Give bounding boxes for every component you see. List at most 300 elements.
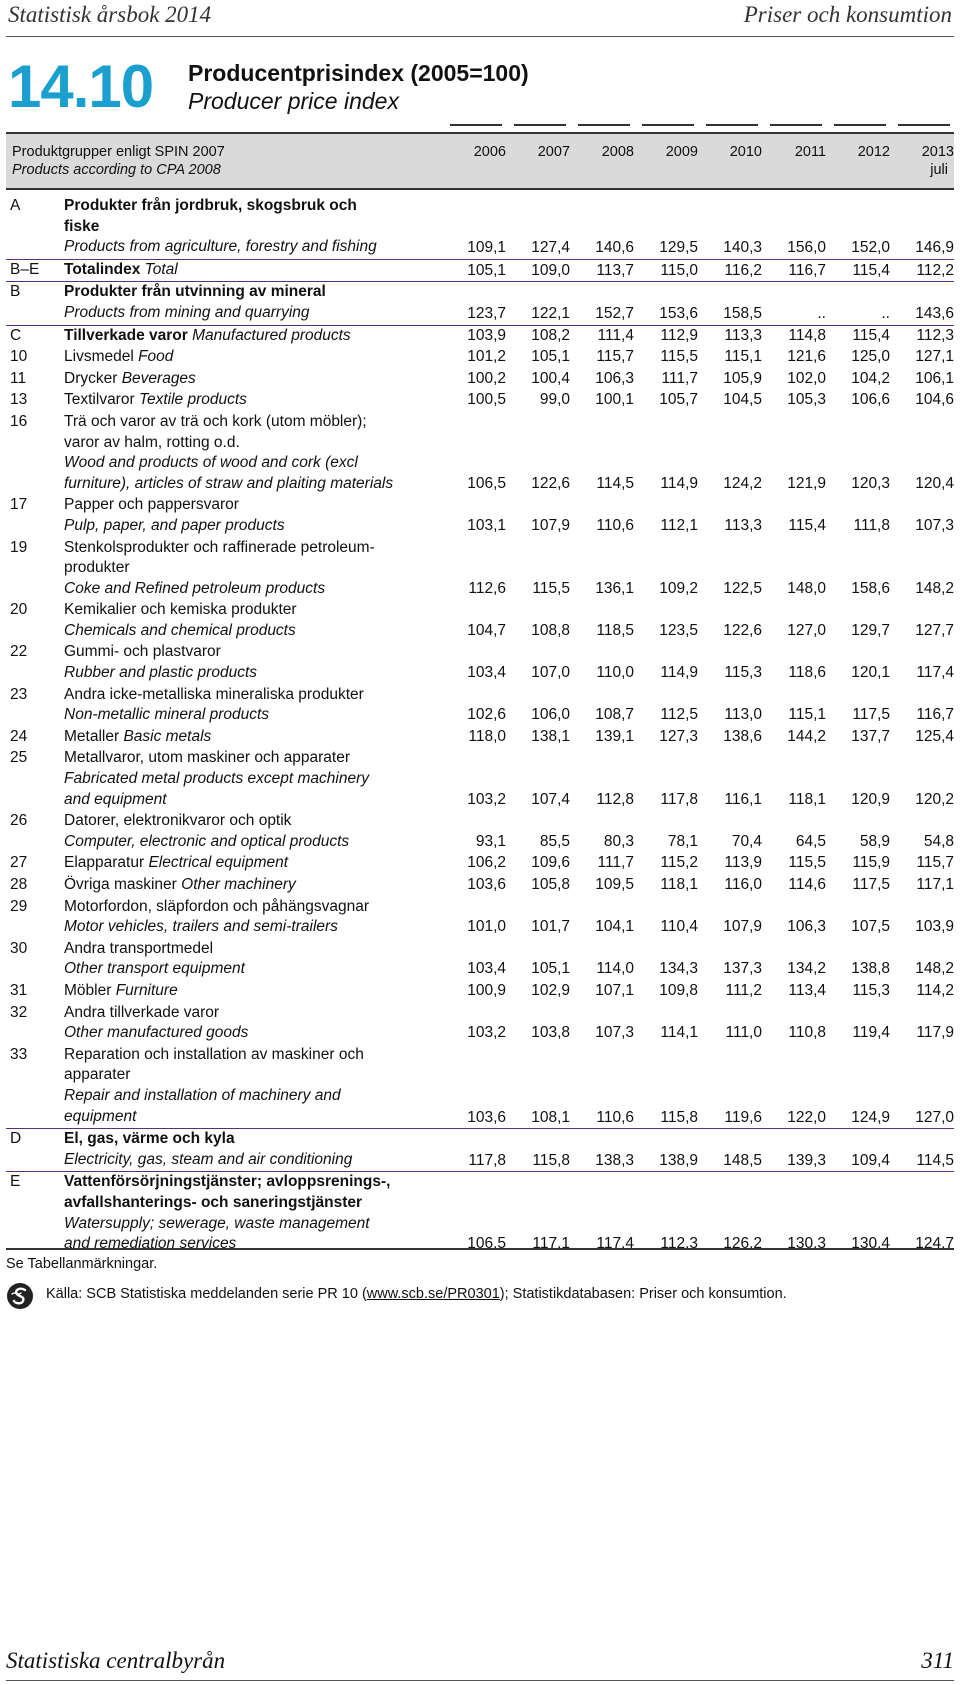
value-cell: 137,3 [723, 960, 762, 978]
value-cell: .. [817, 304, 826, 322]
value-cell: 124,7 [915, 1235, 954, 1253]
table-row [6, 811, 954, 853]
table-row [6, 727, 954, 749]
row-label-line [64, 196, 464, 217]
value-cell: 117,4 [596, 1235, 634, 1253]
row-values [6, 238, 954, 259]
value-cell: 139,3 [787, 1151, 826, 1169]
row-label-line [64, 1172, 464, 1193]
table-row [6, 347, 954, 369]
value-cell: 156,0 [787, 239, 826, 257]
value-cell: 112,3 [660, 1235, 698, 1253]
value-cell: 101,2 [467, 348, 506, 366]
value-cell: 111,7 [597, 854, 634, 872]
value-cell: 137,7 [851, 727, 890, 745]
label-text-en: Chemicals and chemical products [64, 621, 296, 639]
value-cell: 106,2 [467, 854, 506, 872]
row-label-line [64, 1045, 464, 1066]
label-text-en: Other transport equipment [64, 960, 245, 978]
table-row [6, 538, 954, 601]
year-header: 2013 [921, 144, 954, 160]
value-cell: 115,8 [532, 1151, 570, 1169]
label-text-sv: Andra transportmedel [64, 939, 214, 957]
value-cell: 138,6 [723, 727, 762, 745]
label-text-sv: produkter [64, 559, 130, 577]
label-text-sv: Produkter från utvinning av mineral [64, 283, 326, 301]
row-label-line [64, 217, 464, 238]
table-title-en: Producer price index [188, 88, 399, 114]
table-row [6, 875, 954, 897]
label-text-sv: Trä och varor av trä och kork (utom möbler); [64, 412, 367, 430]
value-cell: 105,9 [723, 369, 762, 387]
row-code: 13 [10, 391, 28, 409]
row-code: 24 [10, 727, 28, 745]
value-cell: 110,8 [788, 1024, 826, 1042]
last-year-note: juli [930, 162, 948, 178]
book-title: Statistisk årsbok 2014 [8, 2, 212, 27]
row-code: C [10, 326, 22, 344]
value-cell: 103,2 [467, 790, 506, 808]
row-label-line [64, 897, 464, 918]
value-cell: 85,5 [539, 832, 570, 850]
row-values [6, 853, 954, 874]
value-cell: 110,6 [596, 1108, 634, 1126]
value-cell: 111,2 [725, 981, 762, 999]
value-cell: 80,3 [603, 832, 634, 850]
table-row [6, 1172, 954, 1255]
row-code: 17 [10, 496, 28, 514]
row-values [6, 474, 954, 495]
label-text-sv: Kemikalier och kemiska produkter [64, 601, 297, 619]
value-cell: 117,8 [468, 1151, 506, 1169]
table-body [6, 196, 954, 1256]
value-cell: 117,1 [532, 1235, 570, 1253]
value-cell: 106,6 [851, 391, 890, 409]
label-text-sv: avfallshanterings- och saneringstjänster [64, 1193, 363, 1211]
value-cell: 114,5 [916, 1151, 954, 1169]
value-cell: 108,8 [531, 621, 570, 639]
value-cell: 116,0 [724, 876, 762, 893]
scb-logo-icon [6, 1282, 34, 1310]
label-text-sv: Produkter från jordbruk, skogsbruk och [64, 197, 357, 214]
value-cell: 120,4 [915, 474, 954, 492]
label-text-sv: Datorer, elektronikvaror och optik [64, 812, 292, 830]
value-cell: 121,6 [787, 348, 826, 366]
label-text-sv: Papper och pappersvaror [64, 496, 239, 514]
value-cell: 106,5 [467, 1235, 506, 1253]
value-cell: 103,4 [467, 960, 506, 978]
value-cell: 100,9 [467, 981, 506, 999]
value-cell: 124,9 [851, 1108, 890, 1126]
value-cell: 123,7 [467, 304, 506, 322]
label-text-sv: Gummi- och plastvaror [64, 643, 221, 661]
value-cell: 93,1 [475, 832, 506, 850]
value-cell: 107,1 [595, 981, 634, 999]
label-text-en: Basic metals [123, 727, 212, 745]
value-cell: 152,0 [851, 239, 890, 257]
label-text-sv: Textilvaror [64, 391, 139, 409]
row-code: D [10, 1130, 22, 1148]
value-cell: 114,2 [916, 981, 954, 999]
value-cell: 115,8 [660, 1108, 698, 1126]
table-row [6, 981, 954, 1003]
value-cell: 105,3 [787, 391, 826, 409]
value-cell: 103,8 [531, 1024, 570, 1042]
value-cell: 104,5 [723, 391, 762, 409]
stub-head-en: Products according to CPA 2008 [12, 162, 221, 178]
value-cell: 101,7 [531, 918, 570, 936]
row-values [6, 875, 954, 896]
row-label-line [64, 748, 464, 769]
row-code: 11 [10, 369, 27, 387]
value-cell: 118,6 [788, 664, 826, 682]
row-values [6, 347, 954, 368]
row-code: 29 [10, 897, 28, 915]
value-cell: 115,3 [724, 664, 762, 682]
row-code: E [10, 1173, 21, 1191]
value-cell: 114,6 [788, 876, 826, 893]
value-cell: 100,1 [595, 391, 634, 409]
footer-publisher: Statistiska centralbyrån [6, 1648, 226, 1673]
value-cell: 138,3 [595, 1151, 634, 1169]
value-cell: 109,8 [659, 981, 698, 999]
row-values [6, 727, 954, 748]
value-cell: 114,0 [596, 960, 634, 978]
label-text-en: Total [144, 260, 178, 278]
row-values [6, 369, 954, 390]
label-text-en: Repair and installation of machinery and [64, 1086, 341, 1104]
value-cell: 109,0 [531, 261, 570, 279]
value-cell: 118,0 [468, 727, 506, 745]
row-code: 30 [10, 939, 28, 957]
value-cell: 126,2 [723, 1235, 762, 1253]
value-cell: 101,0 [467, 918, 506, 936]
row-values [6, 621, 954, 642]
value-cell: 111,0 [725, 1024, 762, 1042]
table-title-sv: Producentprisindex (2005=100) [188, 60, 529, 86]
value-cell: 140,6 [595, 239, 634, 257]
value-cell: 103,9 [467, 326, 506, 344]
value-cell: 116,2 [724, 261, 762, 279]
value-cell: 148,2 [915, 579, 954, 597]
value-cell: 103,4 [467, 664, 506, 682]
row-code: 23 [10, 685, 28, 703]
value-cell: 118,5 [596, 621, 634, 639]
value-cell: 143,6 [915, 304, 954, 322]
label-text-sv: Möbler [64, 981, 116, 999]
row-code: A [10, 197, 21, 214]
value-cell: 111,4 [597, 326, 634, 344]
value-cell: 104,6 [915, 391, 954, 409]
label-text-sv: Elapparatur [64, 854, 149, 872]
value-cell: 114,9 [660, 664, 698, 682]
source-text-post: ); Statistikdatabasen: Priser och konsumtion. [499, 1286, 787, 1302]
value-cell: 115,4 [788, 516, 826, 534]
row-values [6, 261, 954, 282]
label-text-en: Wood and products of wood and cork (excl [64, 454, 358, 472]
value-cell: 148,5 [723, 1151, 762, 1169]
value-cell: 106,3 [787, 918, 826, 936]
label-text-en: Products from agriculture, forestry and fishing [64, 238, 377, 256]
value-cell: 124,2 [723, 474, 762, 492]
row-label-line [64, 282, 464, 303]
value-cell: 110,6 [596, 516, 634, 534]
value-cell: 113,0 [724, 706, 762, 724]
label-text-en: Other manufactured goods [64, 1024, 249, 1042]
value-cell: 118,1 [788, 790, 826, 808]
row-code: 25 [10, 749, 28, 767]
value-cell: 108,1 [531, 1108, 570, 1126]
value-cell: 103,9 [915, 918, 954, 936]
row-values [6, 663, 954, 684]
column-tick [578, 124, 630, 126]
column-tick [514, 124, 566, 126]
label-text-en: Products from mining and quarrying [64, 303, 310, 321]
value-cell: 103,6 [467, 1108, 506, 1126]
row-code: 10 [10, 348, 28, 366]
row-label-line [64, 495, 464, 516]
value-cell: 134,3 [659, 960, 698, 978]
label-text-sv: Totalindex [64, 260, 145, 278]
value-cell: 127,7 [915, 621, 954, 639]
value-cell: 112,1 [660, 516, 698, 534]
row-label-line [64, 769, 464, 790]
value-cell: 105,1 [467, 261, 506, 279]
row-values [6, 832, 954, 853]
year-header: 2006 [473, 144, 506, 160]
row-label-line [64, 538, 464, 559]
value-cell: 120,1 [851, 664, 890, 682]
value-cell: 112,3 [916, 326, 954, 344]
row-values [6, 390, 954, 411]
value-cell: 158,5 [723, 304, 762, 322]
value-cell: 113,3 [724, 326, 762, 344]
row-code: 22 [10, 643, 28, 661]
value-cell: 103,2 [467, 1024, 506, 1042]
value-cell: 129,5 [659, 239, 698, 257]
value-cell: 116,7 [916, 706, 954, 724]
value-cell: 116,7 [788, 261, 826, 279]
value-cell: 136,1 [595, 579, 634, 597]
value-cell: 107,0 [531, 664, 570, 682]
year-header: 2012 [857, 144, 890, 160]
label-text-en: Pulp, paper, and paper products [64, 516, 285, 534]
table-notes-ref: Se Tabellanmärkningar. [6, 1256, 158, 1272]
value-cell: 106,3 [595, 369, 634, 387]
value-cell: 107,9 [723, 918, 762, 936]
row-code: B–E [10, 260, 40, 278]
value-cell: 119,6 [724, 1108, 762, 1126]
value-cell: 116,1 [724, 790, 762, 808]
value-cell: 127,4 [531, 239, 570, 257]
value-cell: 120,2 [915, 790, 954, 808]
table-row [6, 600, 954, 642]
value-cell: 117,9 [916, 1024, 954, 1042]
label-text-sv: Stenkolsprodukter och raffinerade petroleum- [64, 538, 375, 556]
row-values [6, 1023, 954, 1044]
row-code: 27 [10, 854, 28, 872]
row-label-line [64, 811, 464, 832]
value-cell: 117,8 [660, 790, 698, 808]
value-cell: 99,0 [539, 391, 570, 409]
column-tick-marks [446, 124, 954, 130]
value-cell: 120,9 [851, 790, 890, 808]
table-row [6, 495, 954, 537]
table-row [6, 282, 954, 325]
label-text-sv: apparater [64, 1066, 131, 1084]
value-cell: 119,4 [852, 1024, 890, 1042]
column-tick [706, 124, 758, 126]
row-values [6, 304, 954, 325]
value-cell: 107,4 [531, 790, 570, 808]
table-number: 14.10 [8, 53, 154, 120]
row-label-line [64, 453, 464, 474]
table-row [6, 260, 954, 283]
table-row [6, 390, 954, 412]
source-link[interactable]: www.scb.se/PR0301 [366, 1286, 500, 1302]
row-code: 20 [10, 601, 28, 619]
value-cell: 139,1 [595, 727, 634, 745]
page-header [6, 0, 954, 37]
row-code: 33 [10, 1045, 28, 1063]
section-title: Priser och konsumtion [743, 2, 952, 27]
value-cell: 130,4 [851, 1235, 890, 1253]
label-text-en: Electrical equipment [148, 854, 289, 872]
value-cell: 107,3 [915, 516, 954, 534]
value-cell: 112,8 [596, 790, 634, 808]
value-cell: 110,0 [596, 664, 634, 682]
label-text-sv: Andra icke-metalliska mineraliska produkter [64, 685, 364, 703]
value-cell: 122,6 [531, 474, 570, 492]
value-cell: 127,1 [915, 348, 954, 366]
label-text-en: Electricity, gas, steam and air conditioning [64, 1150, 353, 1168]
row-values [6, 1234, 954, 1255]
source-note [46, 1286, 787, 1302]
value-cell: 105,1 [531, 960, 570, 978]
value-cell: 113,7 [596, 261, 634, 279]
value-cell: 106,5 [467, 474, 506, 492]
row-values [6, 1151, 954, 1172]
row-label-line [64, 939, 464, 960]
label-text-sv: Metaller [64, 727, 124, 745]
year-header: 2010 [729, 144, 762, 160]
label-text-en: equipment [64, 1107, 137, 1125]
value-cell: 100,2 [467, 369, 506, 387]
value-cell: 111,7 [661, 369, 698, 387]
value-cell: 114,8 [788, 326, 826, 344]
value-cell: 129,7 [851, 621, 890, 639]
label-text-sv: Motorfordon, släpfordon och påhängsvagnar [64, 897, 370, 915]
value-cell: 108,2 [531, 326, 570, 344]
label-text-en: and remediation services [64, 1235, 237, 1253]
value-cell: 109,5 [595, 876, 634, 893]
table-row [6, 196, 954, 260]
label-text-en: Fabricated metal products except machinery [64, 770, 369, 788]
value-cell: 121,9 [787, 474, 826, 492]
value-cell: 115,4 [852, 261, 890, 279]
value-cell: 54,8 [923, 832, 954, 850]
value-cell: 115,5 [532, 579, 570, 597]
row-label-line [64, 1214, 464, 1235]
value-cell: 138,9 [659, 1151, 698, 1169]
value-cell: 112,5 [660, 706, 698, 724]
label-text-en: Furniture [115, 981, 178, 999]
row-values [6, 959, 954, 980]
value-cell: 117,5 [852, 876, 890, 893]
value-cell: 125,0 [851, 348, 890, 366]
value-cell: 115,5 [788, 854, 826, 872]
column-tick [450, 124, 502, 126]
label-text-en: Watersupply; sewerage, waste management [64, 1214, 370, 1232]
year-header: 2009 [665, 144, 698, 160]
label-text-en: Motor vehicles, trailers and semi-trailers [64, 918, 338, 936]
value-cell: 123,5 [659, 621, 698, 639]
value-cell: 114,5 [596, 474, 634, 492]
table-row [6, 685, 954, 727]
label-text-en: Textile products [138, 391, 247, 409]
value-cell: 127,3 [659, 727, 698, 745]
value-cell: 112,6 [468, 579, 506, 597]
label-text-en: Non-metallic mineral products [64, 706, 270, 724]
row-code: 32 [10, 1003, 28, 1021]
row-label-line [64, 1193, 464, 1214]
row-label-line [64, 1065, 464, 1086]
value-cell: 110,4 [660, 918, 698, 936]
row-values [6, 516, 954, 537]
table-row [6, 1129, 954, 1172]
value-cell: 103,1 [467, 516, 506, 534]
value-cell: 109,6 [531, 854, 570, 872]
label-text-en: furniture), articles of straw and plaiting materials [64, 474, 394, 492]
table-row [6, 1045, 954, 1129]
value-cell: 104,2 [851, 369, 890, 387]
column-tick [770, 124, 822, 126]
column-tick [898, 124, 950, 126]
footer-page-number: 311 [921, 1648, 954, 1673]
value-cell: 102,6 [467, 706, 506, 724]
stub-head-sv: Produktgrupper enligt SPIN 2007 [12, 144, 225, 160]
row-label-line [64, 433, 464, 454]
table-row [6, 748, 954, 811]
label-text-sv: El, gas, värme och kyla [64, 1130, 235, 1148]
label-text-sv: Livsmedel [64, 348, 139, 366]
label-text-sv: varor av halm, rotting o.d. [64, 433, 240, 451]
value-cell: 115,7 [916, 854, 954, 872]
value-cell: 100,4 [531, 369, 570, 387]
value-cell: 113,9 [724, 854, 762, 872]
table-row [6, 412, 954, 495]
row-label-line [64, 558, 464, 579]
value-cell: 138,1 [531, 727, 570, 745]
value-cell: 113,4 [788, 981, 826, 999]
value-cell: 120,3 [851, 474, 890, 492]
value-cell: 107,9 [531, 516, 570, 534]
value-cell: 107,5 [851, 918, 890, 936]
label-text-en: Manufactured products [192, 326, 351, 344]
label-text-en: Coke and Refined petroleum products [64, 579, 326, 597]
row-values [6, 981, 954, 1002]
value-cell: 122,1 [531, 304, 570, 322]
row-label-line [64, 1129, 464, 1150]
value-cell: 153,6 [659, 304, 698, 322]
value-cell: 158,6 [851, 579, 890, 597]
source-text-pre: Källa: SCB Statistiska meddelanden serie PR 10 ( [46, 1286, 367, 1302]
value-cell: 115,2 [660, 854, 698, 872]
table-row [6, 369, 954, 391]
row-label-line [64, 1086, 464, 1107]
value-cell: 102,0 [787, 369, 826, 387]
value-cell: 103,6 [467, 876, 506, 893]
